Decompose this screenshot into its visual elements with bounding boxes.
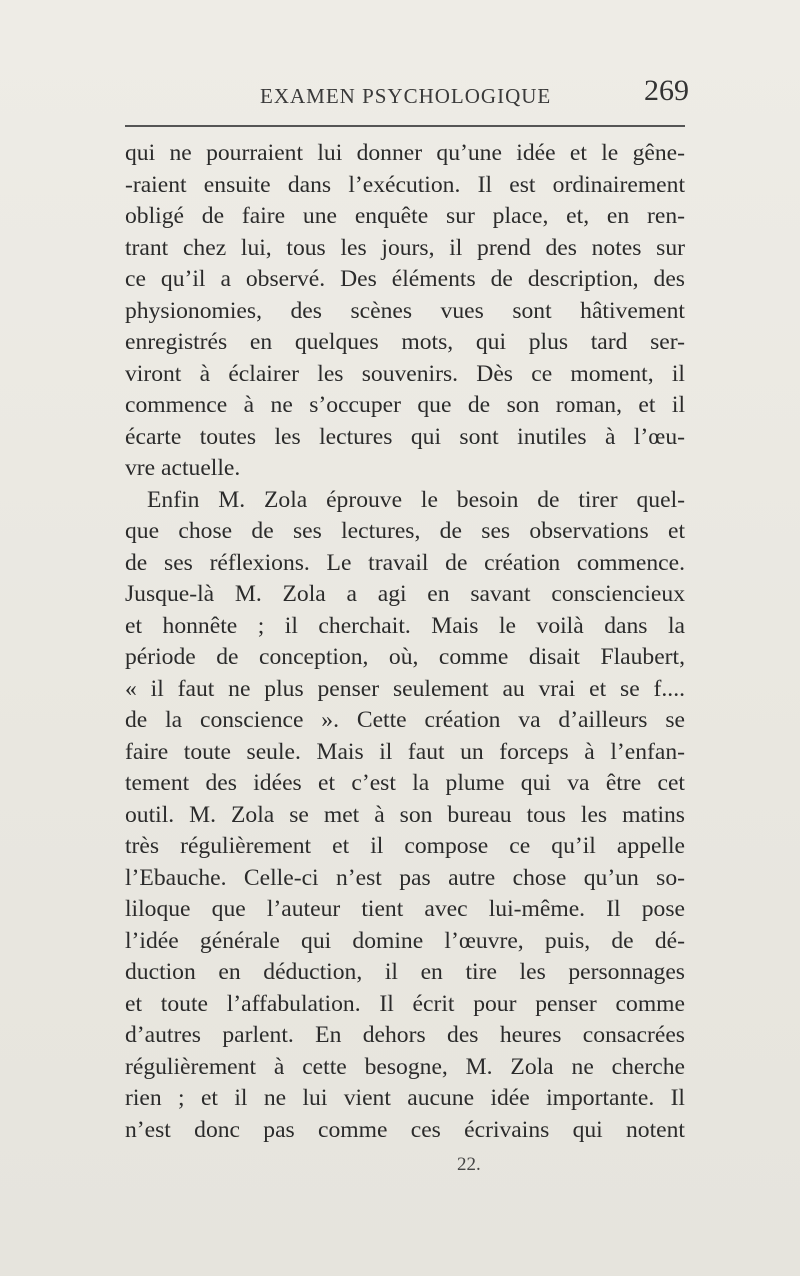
- text-line: duction en déduction, il en tire les personnages: [125, 959, 685, 985]
- text-line: trant chez lui, tous les jours, il prend des notes sur: [125, 234, 685, 261]
- text-line: et honnête ; il cherchait. Mais le voilà dans la: [125, 612, 685, 639]
- text-line: « il faut ne plus penser seulement au vrai et se f....: [125, 675, 685, 702]
- text-line: rien ; et il ne lui vient aucune idée importante. Il: [125, 1085, 685, 1111]
- text-line: obligé de faire une enquête sur place, et, en ren-: [125, 203, 685, 229]
- text-line: de la conscience ». Cette création va d’ailleurs se: [125, 707, 685, 733]
- text-line: enregistrés en quelques mots, qui plus tard ser-: [125, 329, 685, 355]
- text-line: l’idée générale qui domine l’œuvre, puis, de dé-: [125, 927, 685, 954]
- text-line: faire toute seule. Mais il faut un forceps à l’enfan-: [125, 738, 685, 765]
- signature-mark: 22.: [457, 1154, 481, 1175]
- text-line: commence à ne s’occuper que de son roman, et il: [125, 392, 685, 418]
- text-line: d’autres parlent. En dehors des heures consacrées: [125, 1022, 685, 1048]
- text-line: -raient ensuite dans l’exécution. Il est ordinairement: [125, 171, 685, 198]
- text-line: de ses réflexions. Le travail de création commence.: [125, 549, 685, 576]
- text-line: liloque que l’auteur tient avec lui-même. Il pose: [125, 896, 685, 922]
- body-text: [125, 138, 685, 1146]
- text-line: Jusque-là M. Zola a agi en savant consciencieux: [125, 581, 685, 607]
- text-line: régulièrement à cette besogne, M. Zola ne cherche: [125, 1053, 685, 1080]
- text-line: l’Ebauche. Celle-ci n’est pas autre chose qu’un so-: [125, 864, 685, 891]
- page-number: 269: [644, 74, 689, 107]
- text-line-paragraph-end: vre actuelle.: [125, 455, 241, 481]
- text-line: ce qu’il a observé. Des éléments de description, des: [125, 266, 685, 292]
- text-line: très régulièrement et il compose ce qu’il appelle: [125, 833, 685, 859]
- text-line-paragraph-start: Enfin M. Zola éprouve le besoin de tirer quel-: [147, 486, 685, 513]
- text-line: période de conception, où, comme disait Flaubert,: [125, 644, 685, 670]
- running-head: EXAMEN PSYCHOLOGIQUE: [260, 84, 552, 108]
- text-line: outil. M. Zola se met à son bureau tous les matins: [125, 801, 685, 828]
- text-line: que chose de ses lectures, de ses observations et: [125, 518, 685, 544]
- header-rule: [125, 125, 685, 127]
- text-line: viront à éclairer les souvenirs. Dès ce moment, il: [125, 360, 685, 387]
- text-line: écarte toutes les lectures qui sont inutiles à l’œu-: [125, 423, 685, 450]
- text-line: n’est donc pas comme ces écrivains qui notent: [125, 1116, 685, 1143]
- text-line: qui ne pourraient lui donner qu’une idée et le gêne-: [125, 140, 685, 166]
- text-line: et toute l’affabulation. Il écrit pour penser comme: [125, 990, 685, 1017]
- text-line: tement des idées et c’est la plume qui va être cet: [125, 770, 685, 796]
- text-line: physionomies, des scènes vues sont hâtivement: [125, 297, 685, 324]
